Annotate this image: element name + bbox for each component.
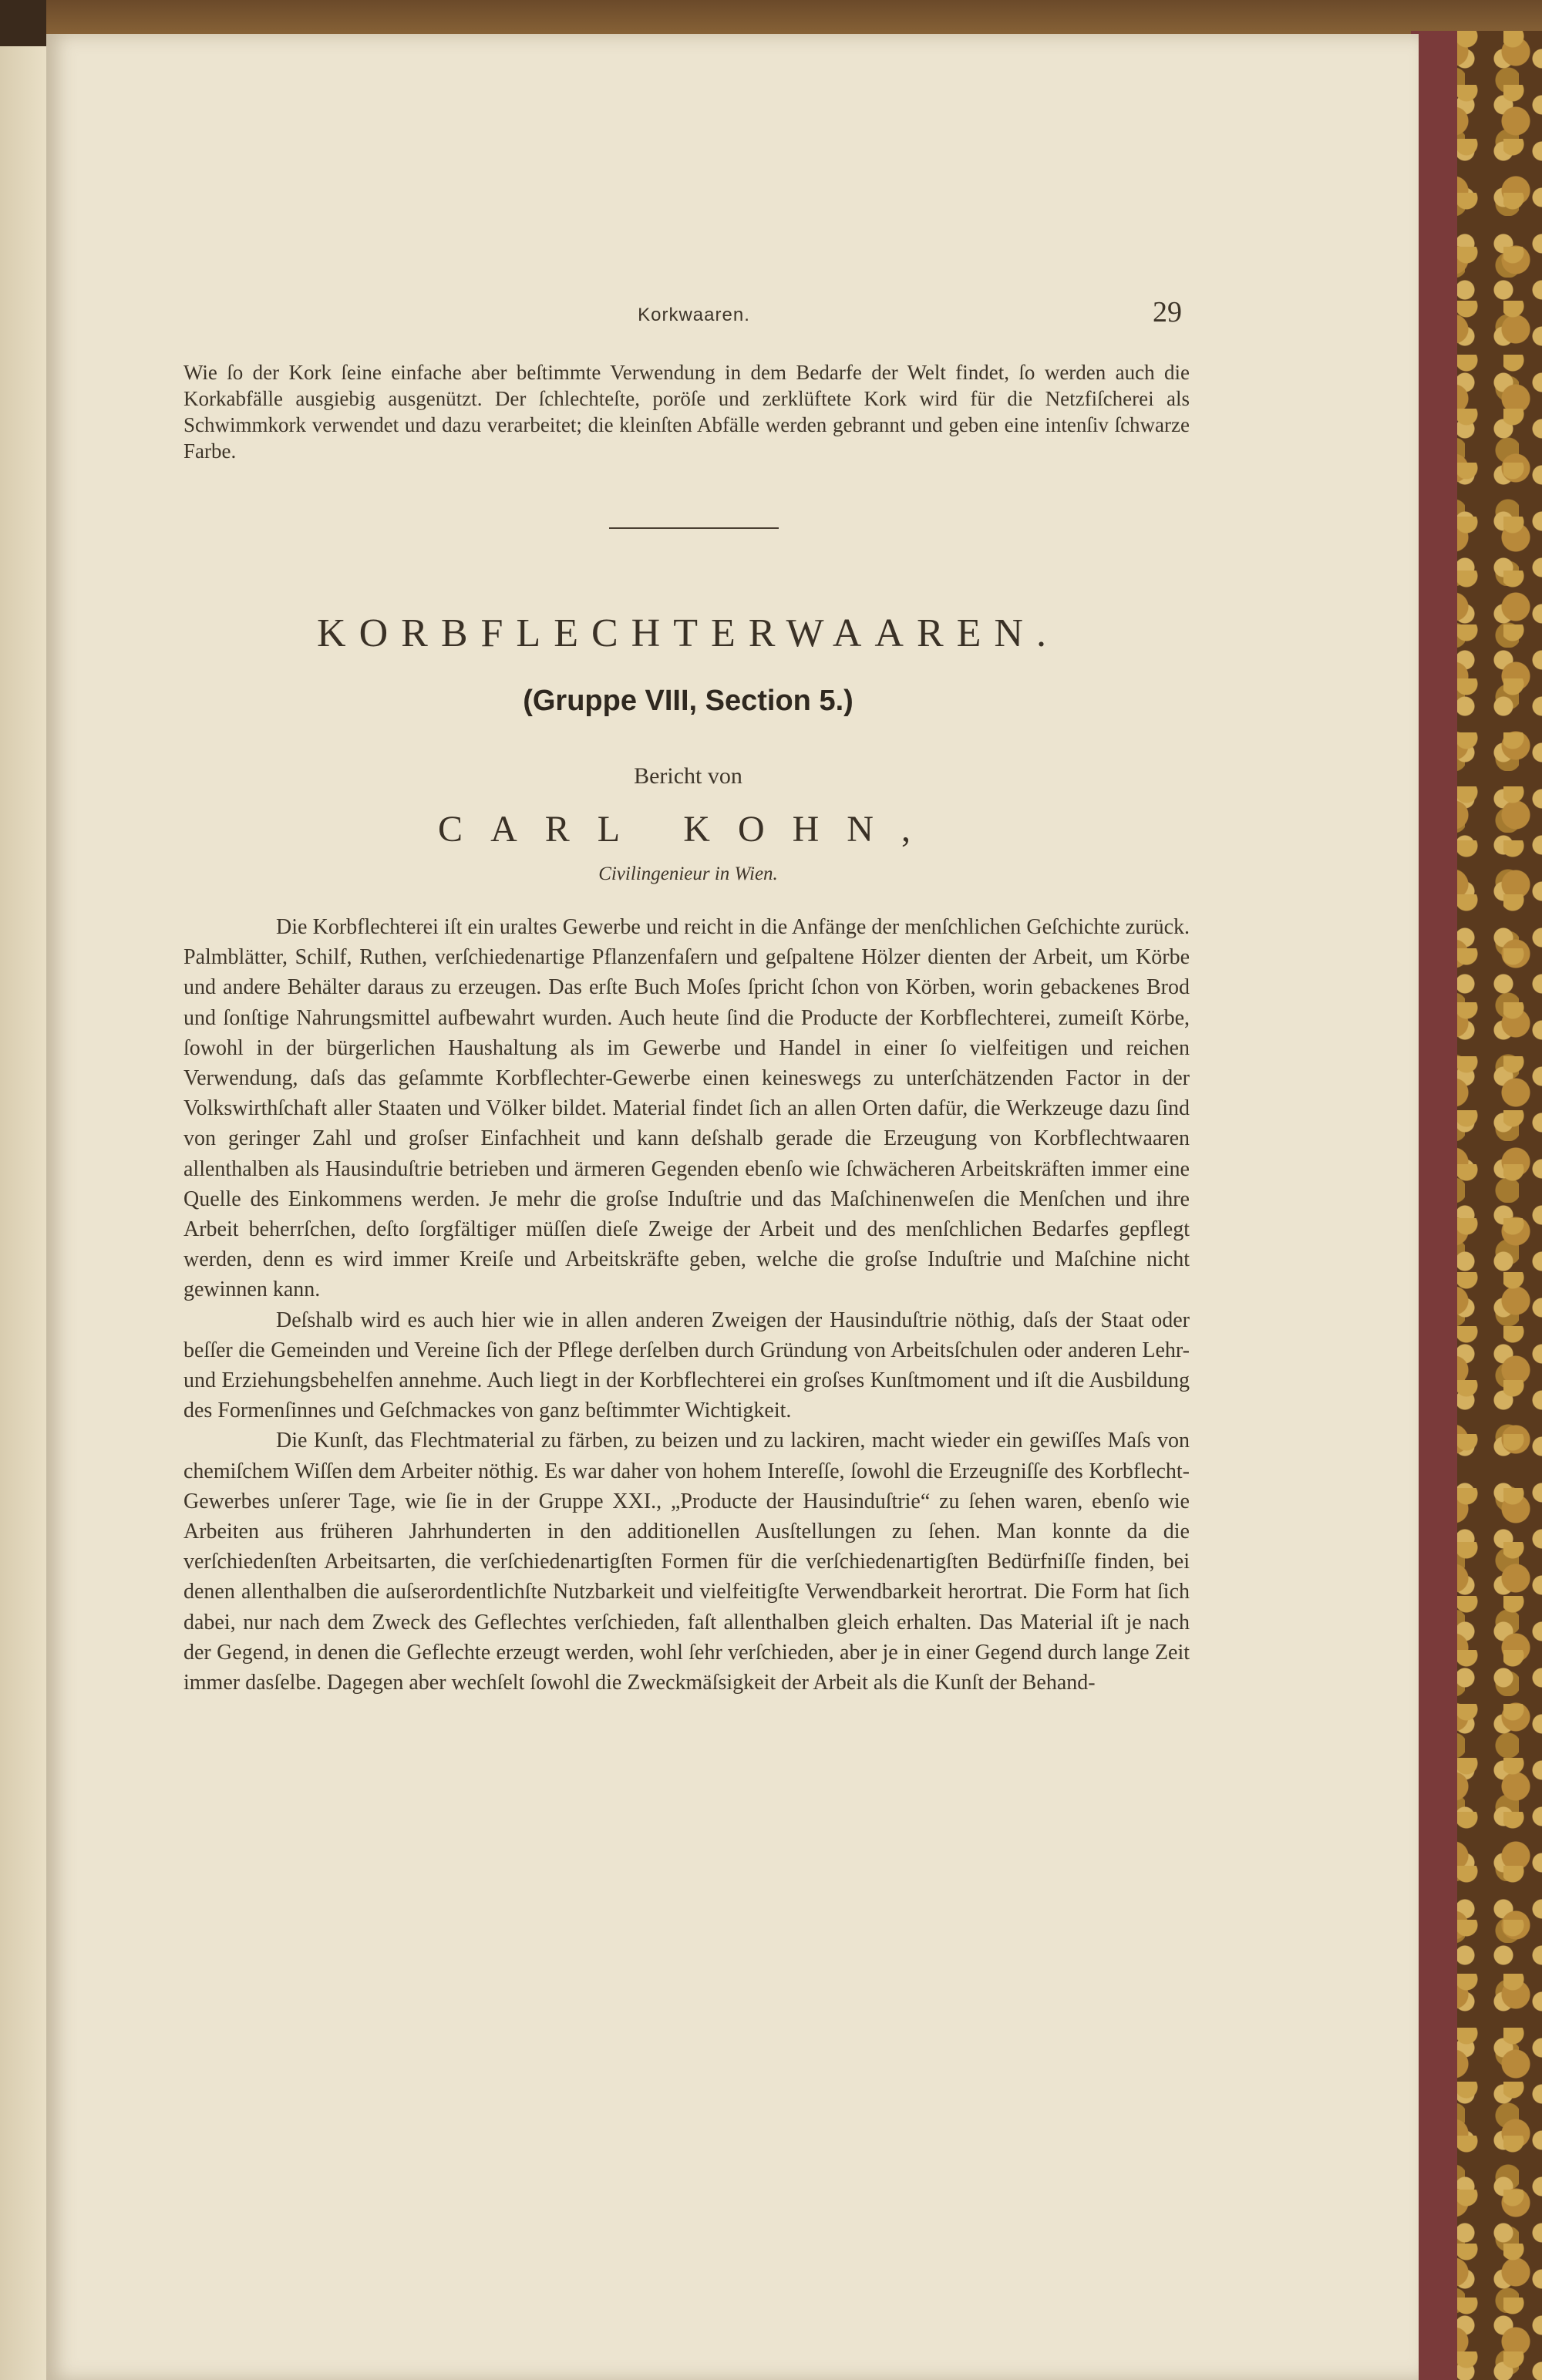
body-paragraph: Die Korbflechterei iſt ein uraltes Gewerbe und reicht in die Anfänge der menſchlichen Geſchichte zurück. Palmblätter, Schilf, Ruthen, verſchiedenartige Pflanzenfaſern und geſpaltene Hölzer dienten der Arbeit, um Körbe und andere Behälter daraus zu erzeugen. Das erſte Buch Moſes ſpricht ſchon von Körben, worin gebackenes Brod und ſonſtige Nahrungsmittel aufbewahrt wurden. Auch heute ſind die Producte der Korbflechterei, zumeiſt Körbe, ſowohl in der bürgerlichen Haushaltung als im Gewerbe und Handel in einer ſo vielfeitigen und reichen Verwendung, daſs das geſammte Korbflechter-Gewerbe einen keineswegs zu unterſchätzenden Factor in der Volkswirthſchaft aller Staaten und Völker bildet. Material findet ſich an allen Orten dafür, die Werkzeuge dazu ſind von geringer Zahl und groſser Einfachheit und kann deſshalb gerade die Erzeugung von Korbflechtwaaren allenthalben als Hausinduſtrie betrieben und ärmeren Gegenden ebenſo wie ſchwächeren Arbeitskräften immer eine Quelle des Einkommens werden. Je mehr die groſse Induſtrie und das Maſchinenweſen die Menſchen und ihre Arbeit beherrſchen, deſto ſorgfältiger müſſen dieſe Zweige der Arbeit und des menſchlichen Bedarfes gepflegt werden, denn es wird immer Kreiſe und Arbeitskräfte geben, welche die groſse Induſtrie und Maſchine nicht gewinnen kann. xyxy=(183,915,1190,1302)
running-head: Korkwaaren. xyxy=(638,305,750,325)
author-name: CARL KOHN, xyxy=(438,809,938,850)
report-by-line: Bericht von xyxy=(634,763,742,789)
intro-paragraph: Wie ſo der Kork ſeine einfache aber beſtimmte Verwendung in dem Bedarfe der Welt findet, ſo werden auch die Korkabfälle ausgiebig ausgenützt. Der ſchlechteſte, poröſe und zerklüftete Kork wird für die Netzfiſcherei als Schwimmkork verwendet und dazu verarbeitet; die kleinſten Abfälle werden gebrannt und geben eine intenſiv ſchwarze Farbe. xyxy=(183,361,1190,463)
author-affiliation: Civilingenieur in Wien. xyxy=(598,863,778,884)
section-subtitle: (Gruppe VIII, Section 5.) xyxy=(523,685,853,717)
body-text xyxy=(183,912,1190,1698)
body-paragraph: Die Kunſt, das Flechtmaterial zu färben, zu beizen und zu lackiren, macht wieder ein gewiſſes Maſs von chemiſchem Wiſſen dem Arbeiter nöthig. Es war daher von hohem Intereſſe, ſowohl die Erzeugniſſe des Korbflecht-Gewerbes unſerer Tage, wie ſie in der Gruppe XXI., „Producte der Hausinduſtrie“ zu ſehen waren, ebenſo wie Arbeiten aus früheren Jahrhunderten in den additionellen Ausſtellungen zu ſehen. Man konnte da die verſchiedenſten Arbeitsarten, die verſchiedenartigſten Formen für die verſchiedenartigſten Bedürfniſſe finden, bei denen allenthalben die auſserordentlichſte Nutzbarkeit und vielfeitigſte Verwendbarkeit herortrat. Die Form hat ſich dabei, nur nach dem Zweck des Geflechtes verſchieden, faſt allenthalben gleich erhalten. Das Material iſt je nach der Gegend, in denen die Geflechte erzeugt werden, wohl ſehr verſchieden, aber je in einer Gegend durch lange Zeit immer dasſelbe. Dagegen aber wechſelt ſowohl die Zweckmäſsigkeit der Arbeit als die Kunſt der Behand- xyxy=(183,1429,1190,1695)
section-title: KORBFLECHTERWAAREN. xyxy=(317,611,1059,655)
page-number: 29 xyxy=(1153,296,1182,328)
body-paragraph: Deſshalb wird es auch hier wie in allen anderen Zweigen der Hausinduſtrie nöthig, daſs der Staat oder beſſer die Gemeinden und Vereine ſich der Pflege derſelben durch Gründung von Arbeitsſchulen oder anderen Lehr- und Erziehungsbehelfen annehme. Auch liegt in der Korbflechterei ein groſses Kunſtmoment und iſt die Ausbildung des Formenſinnes und Geſchmackes von ganz beſtimmter Wichtigkeit. xyxy=(183,1308,1190,1423)
section-divider xyxy=(609,527,779,529)
left-page-edge xyxy=(0,46,46,2380)
